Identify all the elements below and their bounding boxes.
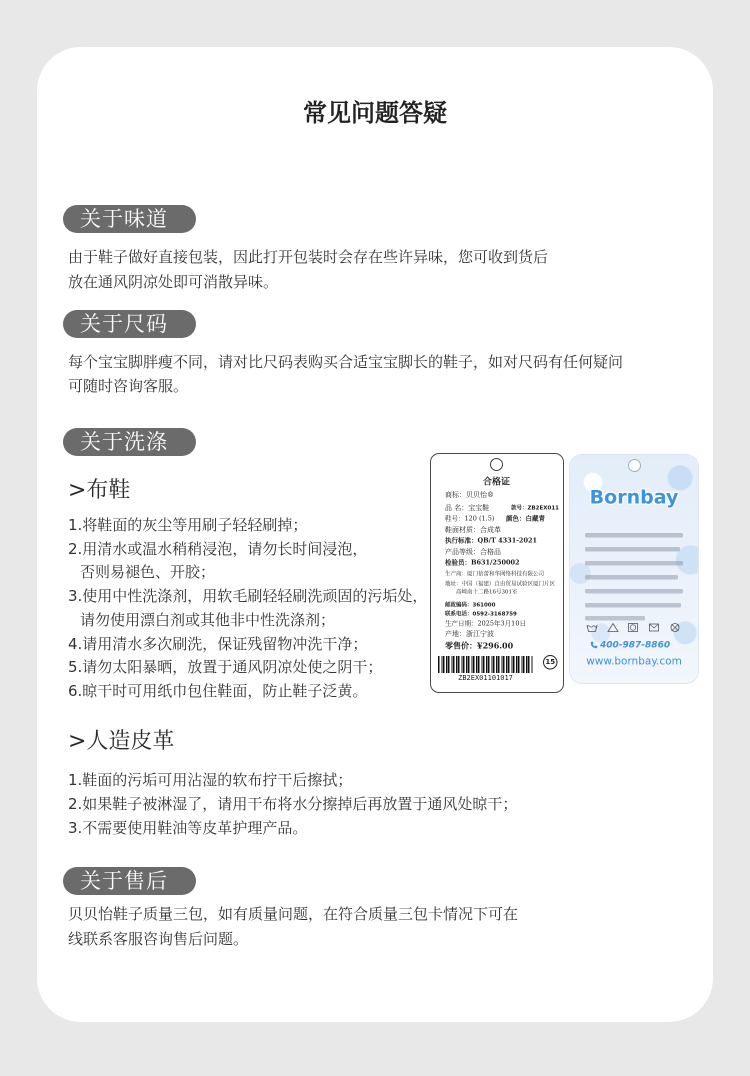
paragraph-line: 贝贝怡鞋子质量三包，如有质量问题，在符合质量三包卡情况下可在 (68, 904, 519, 923)
brand-website: www.bornbay.com (586, 655, 682, 667)
tag-standard: 执行标准：QB/T 4331-2021 (445, 537, 538, 545)
paragraph-line: 放在通风阴凉处即可消散异味。 (68, 273, 279, 291)
care-instruction-line (585, 575, 678, 580)
hang-tag-back (570, 455, 698, 683)
hotline-number: 400-987-8860 (600, 639, 671, 650)
size-paragraph (68, 350, 623, 398)
list-item: 1.鞋面的污垢可用沾湿的软布拧干后擦拭； (68, 771, 353, 789)
no-dry-clean-icon (669, 622, 681, 633)
tag-production-date: 生产日期：2025年3月10日 (445, 620, 526, 628)
list-item: 2.如果鞋子被淋湿了，请用干布将水分擦掉后再放置于通风处晾干； (68, 795, 518, 813)
list-item: 2.用清水或温水稍稍浸泡，请勿长时间浸泡， (68, 539, 368, 558)
hang-tag-back-content (570, 455, 698, 683)
tag-product-name: 品 名：宝宝鞋 (445, 504, 490, 512)
tag-maker: 生产商：厦门蓓蕾和华网络科技有限公司 (445, 570, 544, 577)
barcode-number: ZB2EX01101017 (458, 674, 513, 682)
cloth-shoes-list (68, 514, 427, 704)
list-item-continuation: 请勿使用漂白剂或其他非中性洗涤剂； (80, 610, 336, 629)
phone-icon (590, 641, 598, 649)
tag-hole (628, 459, 641, 472)
tag-origin: 产地：浙江宁波 (445, 630, 494, 638)
list-item: 4.请用清水多次刷洗，保证残留物冲洗干净； (68, 634, 368, 653)
tag-material: 鞋面材质：合成革 (445, 526, 501, 534)
tag-phone: 联系电话：0592-3168759 (445, 610, 517, 617)
care-instruction-line (585, 589, 683, 594)
line-dry-icon (648, 622, 660, 633)
section-badge-size: 关于尺码 (63, 310, 196, 338)
tag-brand: 商标：贝贝怡® (445, 491, 494, 499)
list-item-continuation: 否则易褪色、开胶； (80, 563, 216, 582)
bleach-triangle-icon (607, 622, 619, 633)
list-item: 5.请勿太阳暴晒，放置于通风阴凉处使之阴干； (68, 658, 383, 677)
care-instruction-line (585, 603, 681, 608)
section-badge-after-sale: 关于售后 (63, 867, 196, 895)
tag-color: 颜色：白藏青 (506, 515, 546, 523)
paragraph-line: 每个宝宝脚胖瘦不同，请对比尺码表购买合适宝宝脚长的鞋子，如对尺码有任何疑问 (68, 353, 624, 371)
care-instruction-line (585, 616, 645, 621)
tag-address-line: 地址：中国（福建）自由贸易试验区厦门片区 (445, 580, 555, 587)
tag-shoe-size: 鞋号：120 (1.5) (445, 515, 495, 523)
tag-price: 零售价：¥296.00 (445, 641, 514, 651)
list-item: 1.将鞋面的灰尘等用刷子轻轻刷掉； (68, 516, 308, 534)
section-badge-smell: 关于味道 (63, 205, 196, 233)
barcode-graphic (438, 656, 533, 673)
care-instruction-line (585, 561, 683, 566)
list-item: 6.晾干时可用纸巾包住鞋面，防止鞋子泛黄。 (68, 681, 368, 700)
paragraph-line: 线联系客服咨询售后问题。 (68, 929, 249, 948)
tag-inspector: 检验员：B631/250002 (445, 559, 520, 567)
tag-hole (490, 458, 503, 471)
hang-tag-front (430, 453, 564, 693)
list-item: 3.不需要使用鞋油等皮革护理产品。 (68, 819, 308, 837)
paragraph-line: 由于鞋子做好直接包装，因此打开包装时会存在些许异味，您可收到货后 (68, 248, 549, 266)
list-item: 3.使用中性洗涤剂，用软毛刷轻轻刷洗顽固的污垢处， (68, 587, 428, 606)
care-instruction-line (585, 533, 683, 538)
certificate-title: 合格证 (483, 476, 510, 487)
tag-grade: 产品等级：合格品 (445, 548, 501, 556)
section-badge-washing: 关于洗涤 (63, 428, 196, 456)
tag-postcode: 邮政编码：361000 (445, 601, 496, 608)
smell-paragraph (68, 245, 548, 295)
size-circle-badge: 15 (543, 655, 558, 670)
paragraph-line: 可随时咨询客服。 (68, 377, 189, 395)
hang-tag-front-content (431, 454, 562, 691)
page-title: 常见问题答疑 (303, 99, 447, 127)
faux-leather-list (68, 768, 517, 840)
care-instruction-line (585, 547, 680, 552)
after-sale-paragraph (68, 902, 518, 952)
tumble-dry-icon (627, 622, 639, 633)
cloth-shoes-heading: >布鞋 (68, 478, 131, 503)
bornbay-logo: Bornbay (589, 486, 679, 508)
faux-leather-heading: >人造皮革 (68, 729, 175, 754)
faq-card (37, 47, 713, 1022)
tag-address-line: 高崎南十二路16号301室 (456, 588, 518, 595)
wash-tub-icon (586, 622, 598, 633)
tag-style-no: 款号：ZB2EX011 (511, 504, 559, 511)
hang-tags-image (430, 453, 698, 693)
